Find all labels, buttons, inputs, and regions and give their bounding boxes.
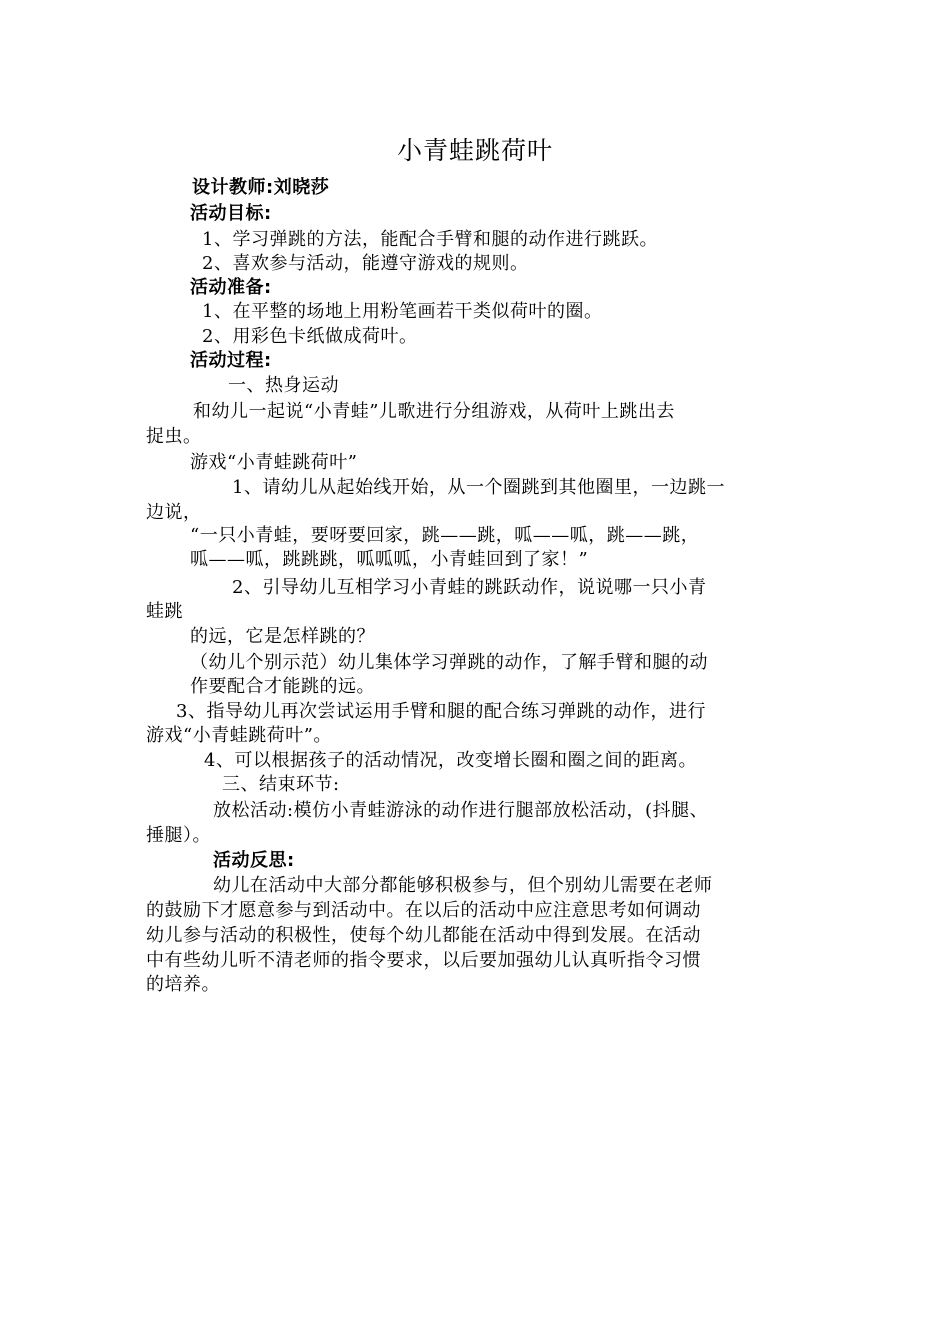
process-line: 蛙跳 (146, 601, 183, 622)
reflection-heading: 活动反思: (213, 850, 295, 871)
process-line: 1、请幼儿从起始线开始，从一个圈跳到其他圈里，一边跳一 (232, 477, 725, 498)
process-line: 3、指导幼儿再次尝试运用手臂和腿的配合练习弹跳的动作，进行 (176, 701, 706, 722)
reflection-line: 的鼓励下才愿意参与到活动中。在以后的活动中应注意思考如何调动 (146, 900, 701, 921)
objective-item: 1、学习弹跳的方法，能配合手臂和腿的动作进行跳跃。 (202, 229, 658, 250)
process-heading: 活动过程: (190, 350, 272, 371)
process-line: 一、热身运动 (228, 375, 339, 396)
process-line: “一只小青蛙，要呀要回家，跳——跳，呱——呱，跳——跳， (190, 525, 700, 546)
process-line: （幼儿个别示范）幼儿集体学习弹跳的动作，了解手臂和腿的动 (190, 652, 708, 673)
process-line: 2、引导幼儿互相学习小青蛙的跳跃动作，说说哪一只小青 (232, 577, 707, 598)
process-line: 的远，它是怎样跳的？ (190, 626, 375, 647)
document-title: 小青蛙跳荷叶 (396, 136, 553, 165)
preparation-heading: 活动准备: (190, 277, 272, 298)
reflection-line: 幼儿参与活动的积极性，使每个幼儿都能在活动中得到发展。在活动 (146, 925, 701, 946)
objective-item: 2、喜欢参与活动，能遵守游戏的规则。 (202, 253, 529, 274)
process-line: 游戏“小青蛙跳荷叶”。 (146, 725, 332, 746)
designer-line: 设计教师:刘晓莎 (192, 177, 330, 198)
preparation-item: 2、用彩色卡纸做成荷叶。 (202, 326, 418, 347)
reflection-line: 幼儿在活动中大部分都能够积极参与，但个别幼儿需要在老师 (213, 875, 713, 896)
preparation-item: 1、在平整的场地上用粉笔画若干类似荷叶的圈。 (202, 301, 603, 322)
process-line: 4、可以根据孩子的活动情况，改变增长圈和圈之间的距离。 (204, 750, 697, 771)
process-line: 边说， (146, 502, 202, 523)
reflection-line: 中有些幼儿听不清老师的指令要求，以后要加强幼儿认真听指令习惯 (146, 950, 701, 971)
process-line: 捉虫。 (146, 426, 202, 447)
objectives-heading: 活动目标: (190, 203, 272, 224)
process-line: 捶腿）。 (146, 825, 211, 846)
process-line: 放松活动:模仿小青蛙游泳的动作进行腿部放松活动，(抖腿、 (213, 800, 709, 821)
process-line: 游戏“小青蛙跳荷叶” (190, 452, 358, 473)
process-line: 和幼儿一起说“小青蛙”儿歌进行分组游戏，从荷叶上跳出去 (193, 401, 675, 422)
reflection-line: 的培养。 (146, 974, 220, 995)
process-line: 呱——呱，跳跳跳，呱呱呱，小青蛙回到了家！” (190, 549, 589, 570)
process-line: 三、结束环节: (222, 774, 340, 795)
process-line: 作要配合才能跳的远。 (190, 676, 375, 697)
